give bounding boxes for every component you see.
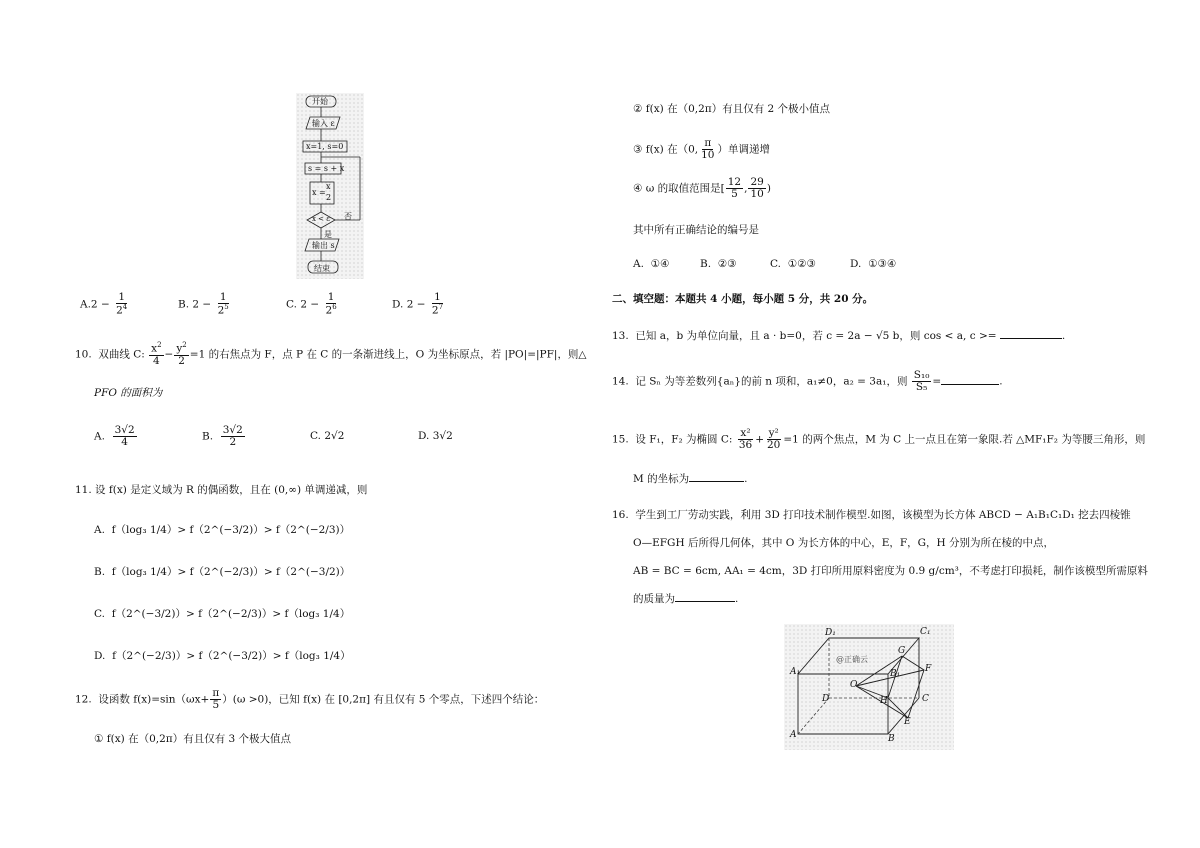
cuboid-figure <box>784 624 954 750</box>
flow-input: 输入 ε <box>312 119 335 128</box>
q12-conclusion-4: ④ ω 的取值范围是[ $\frac{12}{5}$ , $\frac{29}{10}$ ) <box>633 176 771 201</box>
q12-option-a: A. ①④ <box>633 258 670 270</box>
label-f: F <box>925 664 932 674</box>
label-h: H <box>880 696 888 706</box>
q16-line3: AB = BC = 6cm, AA₁ = 4cm，3D 打印所用原料密度为 0.9 g/cm³，不考虑打印损耗，制作该模型所需原料 <box>633 565 1148 577</box>
q12-option-c: C. ①②③ <box>770 258 816 270</box>
label-g: G <box>898 646 906 656</box>
q9-option-d: D. 2 − $\frac{1}{2^7}$ <box>392 291 444 317</box>
q12-ask: 其中所有正确结论的编号是 <box>633 224 759 236</box>
label-a: A <box>790 730 797 740</box>
q10-option-d: D. 3√2 <box>418 430 453 442</box>
flowchart-figure <box>296 93 364 279</box>
label-d1: D₁ <box>825 628 836 638</box>
flow-no: 否 <box>344 212 352 221</box>
flow-yes: 是 <box>324 230 332 239</box>
q9-option-b: B. 2 − $\frac{1}{2^5}$ <box>178 291 229 317</box>
q10-stem: 10. 双曲线 C: $\frac{x^2}{4}$ − $\frac{y^2}{2}$ =1 的右焦点为 F，点 P 在 C 的一条渐进线上，O 为坐标原点，若 |PO|=|PF|，则△ <box>75 341 587 367</box>
flow-step2-lhs: x = <box>312 188 326 197</box>
flow-end: 结束 <box>314 264 330 273</box>
q13-answer-blank <box>1000 338 1062 339</box>
flow-init: x=1, s=0 <box>306 142 344 151</box>
q12-conclusion-2: ② f(x) 在（0,2π）有且仅有 2 个极小值点 <box>633 103 831 115</box>
label-c1: C₁ <box>920 627 931 637</box>
q13: 13. 已知 a，b 为单位向量，且 a · b=0，若 c = 2a − √5 b，则 cos < a, c >= . <box>612 330 1066 342</box>
q14: 14. 记 Sₙ 为等差数列{aₙ}的前 n 项和，a₁≠0，a₂ = 3a₁，则 $\frac{\text{S₁₀}}{\text{S₅}}$ = . <box>612 369 1003 394</box>
q15: 15. 设 F₁，F₂ 为椭圆 C: $\frac{\text{x²}}{36}$ + $\frac{\text{y²}}{20}$ =1 的两个焦点，M 为 C 上一点且在第一象限.若 △MF₁F₂ 为等腰三角形，则 <box>612 427 1146 452</box>
q12-option-b: B. ②③ <box>700 258 737 270</box>
q11-stem: 11. 设 f(x) 是定义域为 R 的偶函数，且在 (0,∞) 单调递减，则 <box>75 484 368 496</box>
q12-option-d: D. ①③④ <box>850 258 897 270</box>
label-o: O <box>850 680 858 690</box>
label-c: C <box>922 694 929 704</box>
label-e: E <box>904 717 911 727</box>
label-a1: A₁ <box>790 667 801 677</box>
q14-answer-blank <box>941 384 999 385</box>
q16-line4: 的质量为 . <box>633 593 739 605</box>
q10-line2: PFO 的面积为 <box>94 387 163 399</box>
q12-stem: 12. 设函数 f(x)=sin（ωx+ $\frac{\pi}{5}$ ）(ω >0)，已知 f(x) 在 [0,2π] 有且仅有 5 个零点，下述四个结论： <box>75 687 545 712</box>
q16-answer-blank <box>675 601 735 602</box>
q11-option-b: B. f（log₃ 1/4）> f（2^(−2/3)）> f（2^(−3/2)） <box>94 566 351 578</box>
cuboid-lines <box>784 624 954 750</box>
flow-cond: x < ε <box>312 215 330 223</box>
q12-conclusion-1: ① f(x) 在（0,2π）有且仅有 3 个极大值点 <box>94 733 292 745</box>
section-2-title: 二、填空题：本题共 4 小题，每小题 5 分，共 20 分。 <box>612 293 874 305</box>
q9-option-c: C. 2 − $\frac{1}{2^6}$ <box>286 291 337 317</box>
flow-start: 开始 <box>312 97 328 106</box>
q16-line2: O—EFGH 后所得几何体，其中 O 为长方体的中心，E，F，G，H 分别为所在棱的中点， <box>633 537 1055 549</box>
q11-option-d: D. f（2^(−2/3)）> f（2^(−3/2)）> f（log₃ 1/4） <box>94 650 351 662</box>
label-b1: B₁ <box>890 669 901 679</box>
q10-option-b: B. $\frac{3√2}{2}$ <box>202 424 243 449</box>
flow-step2-den: 2 <box>326 193 332 202</box>
q16-line1: 16. 学生到工厂劳动实践，利用 3D 打印技术制作模型.如图，该模型为长方体 ABCD − A₁B₁C₁D₁ 挖去四棱锥 <box>612 509 1131 521</box>
flow-step1: s = s + x <box>308 164 345 173</box>
flow-output: 输出 s <box>312 241 335 250</box>
label-b: B <box>888 734 895 744</box>
q15-answer-blank <box>689 481 744 482</box>
q12-conclusion-3: ③ f(x) 在（0, $\frac{\pi}{10}$ ）单调递增 <box>633 137 770 162</box>
q11-option-a: A. f（log₃ 1/4）> f（2^(−3/2)）> f（2^(−2/3)） <box>94 524 351 536</box>
q15-line2: M 的坐标为 . <box>633 473 748 485</box>
flow-step2-num: x <box>326 182 331 191</box>
q10-option-a: A. $\frac{3√2}{4}$ <box>94 424 135 449</box>
label-d: D <box>822 694 830 704</box>
watermark-text: @正确云 <box>836 655 868 664</box>
q9-option-a: A.2 − $\frac{1}{2^4}$ <box>80 291 128 317</box>
q11-option-c: C. f（2^(−3/2)）> f（2^(−2/3)）> f（log₃ 1/4） <box>94 608 351 620</box>
q10-option-c: C. 2√2 <box>310 430 345 442</box>
